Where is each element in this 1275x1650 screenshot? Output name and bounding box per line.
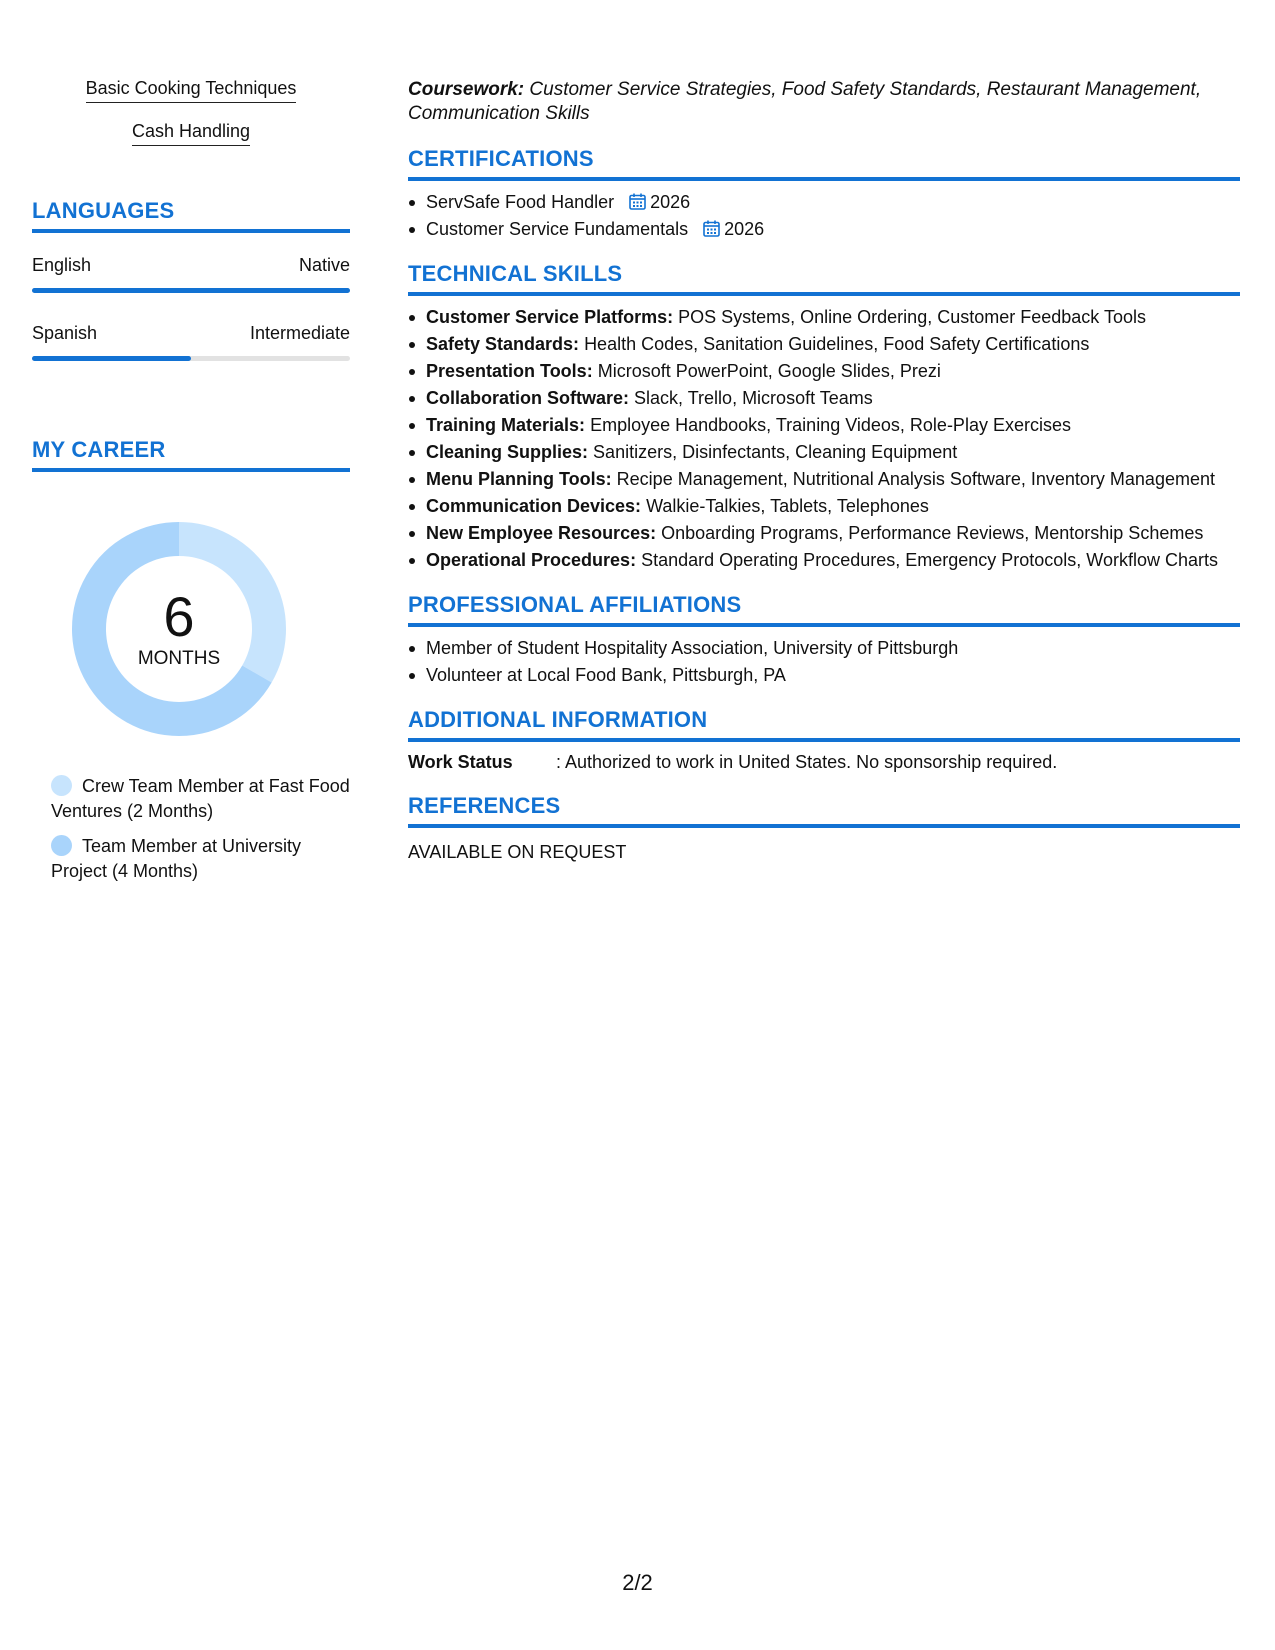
language-level: Intermediate xyxy=(249,323,350,343)
language-item-spanish xyxy=(32,323,350,361)
languages-title: LANGUAGES xyxy=(32,198,350,233)
work-status xyxy=(408,752,1240,773)
affiliation-item: Member of Student Hospitality Association, University of Pittsburgh xyxy=(408,635,1240,662)
technical-skill-item: Customer Service Platforms: POS Systems, Online Ordering, Customer Feedback Tools xyxy=(408,304,1240,331)
left-column xyxy=(32,78,350,894)
legend-dot-icon xyxy=(51,835,72,856)
coursework xyxy=(408,78,1240,126)
language-item-english xyxy=(32,255,350,293)
work-status-value: : Authorized to work in United States. No sponsorship required. xyxy=(556,752,1058,772)
language-name: Spanish xyxy=(32,323,98,343)
affiliation-item: Volunteer at Local Food Bank, Pittsburgh, PA xyxy=(408,662,1240,689)
calendar-icon xyxy=(629,193,646,210)
right-column xyxy=(408,78,1240,863)
language-level: Native xyxy=(298,255,350,275)
technical-skills-title: TECHNICAL SKILLS xyxy=(408,261,1240,296)
career-donut-center xyxy=(64,514,294,744)
career-legend-item: Crew Team Member at Fast Food Ventures (2 Months) xyxy=(51,776,350,821)
page-number: 2/2 xyxy=(622,1570,653,1595)
references-text: AVAILABLE ON REQUEST xyxy=(408,842,627,862)
certification-year: 2026 xyxy=(724,219,765,239)
work-status-label: Work Status xyxy=(408,752,513,772)
coursework-label: Coursework: xyxy=(408,79,525,100)
career-legend xyxy=(32,774,350,884)
language-bar-fill xyxy=(32,356,191,361)
technical-skill-item: Collaboration Software: Slack, Trello, Microsoft Teams xyxy=(408,385,1240,412)
skill-tag: Cash Handling xyxy=(32,121,350,146)
certification-item: Customer Service Fundamentals 2026 xyxy=(408,216,1240,243)
career-total-number: 6 xyxy=(163,585,195,648)
references-title: REFERENCES xyxy=(408,793,1240,828)
coursework-text: Customer Service Strategies, Food Safety Standards, Restaurant Management, Communication Skills xyxy=(408,79,1202,124)
career-title: MY CAREER xyxy=(32,437,350,472)
language-bar-fill xyxy=(32,288,350,293)
calendar-icon xyxy=(703,220,720,237)
technical-skill-item: Communication Devices: Walkie-Talkies, Tablets, Telephones xyxy=(408,493,1240,520)
skill-tag: Basic Cooking Techniques xyxy=(32,78,350,103)
certification-item: ServSafe Food Handler 2026 xyxy=(408,189,1240,216)
language-bar xyxy=(32,356,350,361)
technical-skill-item: Operational Procedures: Standard Operating Procedures, Emergency Protocols, Workflow Charts xyxy=(408,547,1240,574)
certifications-list xyxy=(408,189,1240,243)
legend-dot-icon xyxy=(51,775,72,796)
technical-skill-item: Menu Planning Tools: Recipe Management, Nutritional Analysis Software, Inventory Management xyxy=(408,466,1240,493)
career-donut xyxy=(64,514,294,744)
additional-info-title: ADDITIONAL INFORMATION xyxy=(408,707,1240,742)
technical-skill-item: Safety Standards: Health Codes, Sanitation Guidelines, Food Safety Certifications xyxy=(408,331,1240,358)
certification-year: 2026 xyxy=(650,192,691,212)
affiliations-list xyxy=(408,635,1240,689)
certifications-title: CERTIFICATIONS xyxy=(408,146,1240,181)
career-total-unit: MONTHS xyxy=(137,648,221,669)
language-bar xyxy=(32,288,350,293)
technical-skill-item: Cleaning Supplies: Sanitizers, Disinfectants, Cleaning Equipment xyxy=(408,439,1240,466)
language-name: English xyxy=(32,255,92,275)
technical-skills-list xyxy=(408,304,1240,574)
affiliations-title: PROFESSIONAL AFFILIATIONS xyxy=(408,592,1240,627)
technical-skill-item: Presentation Tools: Microsoft PowerPoint, Google Slides, Prezi xyxy=(408,358,1240,385)
career-legend-item: Team Member at University Project (4 Months) xyxy=(51,836,302,881)
technical-skill-item: New Employee Resources: Onboarding Programs, Performance Reviews, Mentorship Schemes xyxy=(408,520,1240,547)
technical-skill-item: Training Materials: Employee Handbooks, Training Videos, Role-Play Exercises xyxy=(408,412,1240,439)
